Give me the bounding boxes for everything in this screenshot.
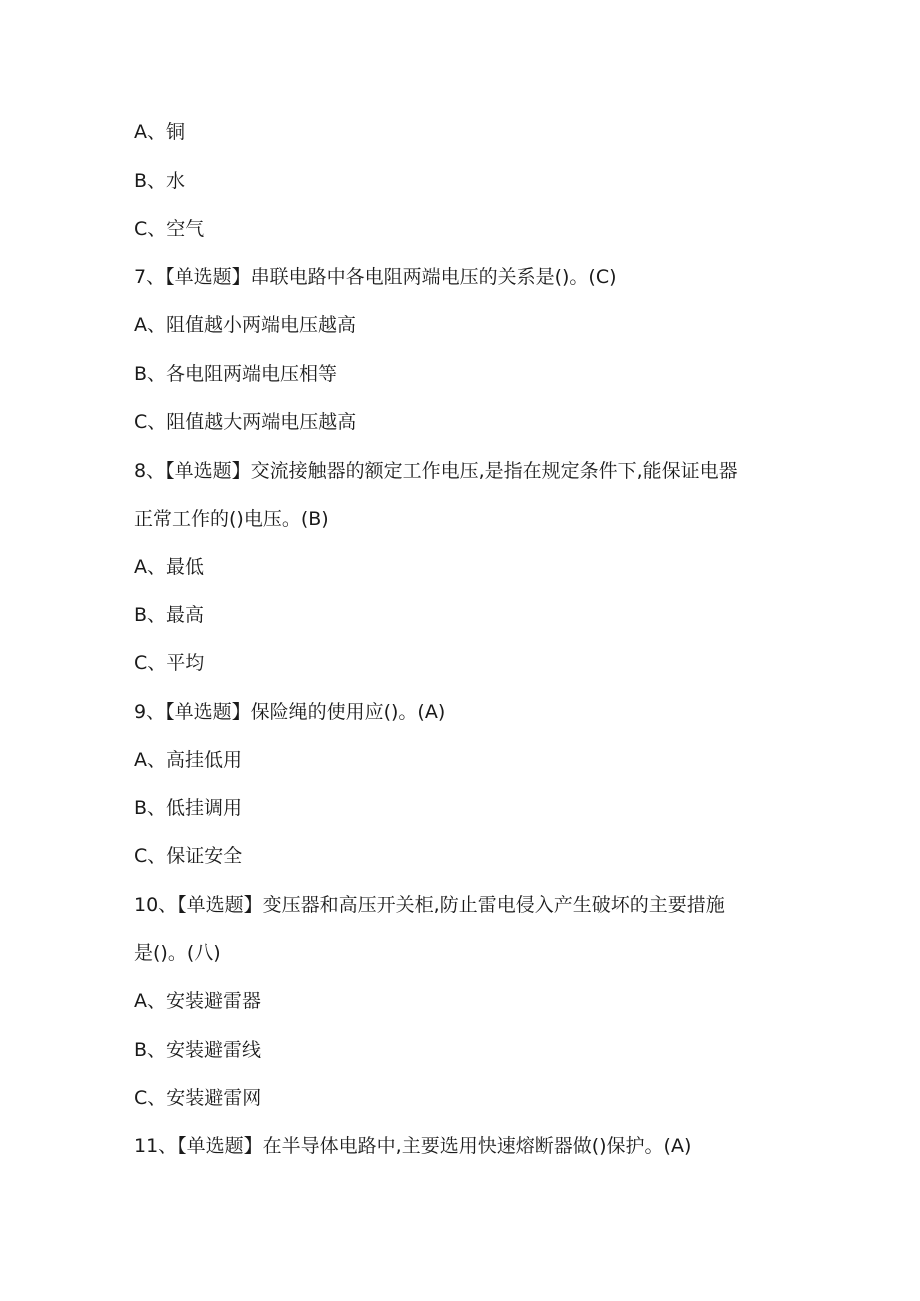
question-8-line-1: 8、【单选题】交流接触器的额定工作电压,是指在规定条件下,能保证电器 xyxy=(134,460,738,482)
option-b-q7: B、各电阻两端电压相等 xyxy=(134,363,338,385)
option-b-q10: B、安装避雷线 xyxy=(134,1039,262,1061)
question-11: 11、【单选题】在半导体电路中,主要选用快速熔断器做()保护。(A) xyxy=(134,1135,692,1157)
option-a-q10: A、安装避雷器 xyxy=(134,990,261,1012)
option-c-q10: C、安装避雷网 xyxy=(134,1087,262,1109)
question-9: 9、【单选题】保险绳的使用应()。(A) xyxy=(134,701,446,723)
option-a-q6: A、铜 xyxy=(134,121,185,143)
option-c-q7: C、阻值越大两端电压越高 xyxy=(134,411,357,433)
question-7: 7、【单选题】串联电路中各电阻两端电压的关系是()。(C) xyxy=(134,266,617,288)
option-b-q6: B、水 xyxy=(134,170,186,192)
option-c-q6: C、空气 xyxy=(134,218,205,240)
option-c-q9: C、保证安全 xyxy=(134,845,243,867)
option-b-q9: B、低挂调用 xyxy=(134,797,243,819)
question-8-line-2: 正常工作的()电压。(B) xyxy=(134,508,329,530)
option-a-q9: A、高挂低用 xyxy=(134,749,242,771)
option-c-q8: C、平均 xyxy=(134,652,205,674)
option-b-q8: B、最高 xyxy=(134,604,205,626)
option-a-q8: A、最低 xyxy=(134,556,204,578)
option-a-q7: A、阻值越小两端电压越高 xyxy=(134,314,356,336)
question-10-line-2: 是()。(八) xyxy=(134,942,221,964)
question-10-line-1: 10、【单选题】变压器和高压开关柜,防止雷电侵入产生破坏的主要措施 xyxy=(134,894,725,916)
